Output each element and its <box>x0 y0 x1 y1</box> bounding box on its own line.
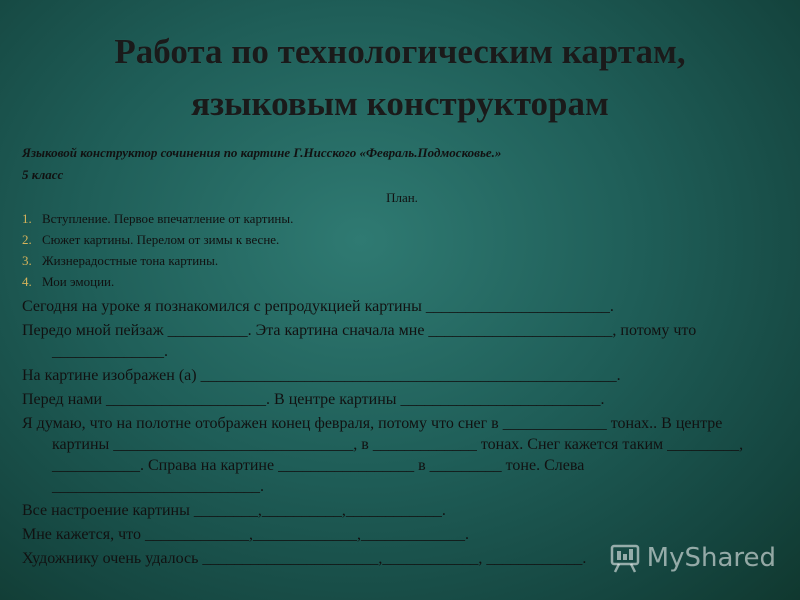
slide-title-line-2: языковым конструкторам <box>191 84 609 123</box>
plan-item-number: 4. <box>22 274 32 289</box>
paragraph-mood: Все настроение картины ________,__________,____________. <box>22 502 446 519</box>
plan-item-text: Жизнерадостные тона картины. <box>42 253 219 268</box>
paragraph-february: Я думаю, что на полотне отображен конец февраля, потому что снег в _____________ тонах.. В центре картины ______________________________, в _____________ тонах. Снег кажется таким _________, ___________. Справа на картине _________________ в _________ тоне. Слева __________________________. <box>22 415 744 495</box>
plan-title: План. <box>386 190 418 205</box>
plan-item-text: Сюжет картины. Перелом от зимы к весне. <box>42 232 280 247</box>
paragraph-artist: Художнику очень удалось ______________________,____________, ____________. <box>22 550 587 567</box>
watermark-text: MyShared <box>646 543 776 573</box>
plan-item <box>22 229 782 250</box>
plan-list <box>22 208 782 292</box>
plan-item-number: 2. <box>22 232 32 247</box>
paragraph-landscape: Передо мной пейзаж __________. Эта картина сначала мне _______________________, потому что ______________. <box>22 322 697 360</box>
paragraph-intro: Сегодня на уроке я познакомился с репродукцией картины _______________________. <box>22 298 614 315</box>
presentation-board-icon <box>609 542 641 574</box>
plan-item-number: 1. <box>22 211 32 226</box>
watermark <box>609 542 776 574</box>
plan-item-text: Мои эмоции. <box>42 274 115 289</box>
plan-item <box>22 250 782 271</box>
plan-item <box>22 208 782 229</box>
plan-item-text: Вступление. Первое впечатление от картины. <box>42 211 294 226</box>
constructor-subtitle: Языковой конструктор сочинения по картине Г.Нисского «Февраль.Подмосковье.» <box>22 145 502 160</box>
plan-item <box>22 271 782 292</box>
paragraph-depicted: На картине изображен (а) ____________________________________________________. <box>22 367 621 384</box>
slide-title-line-1: Работа по технологическим картам, <box>114 32 686 71</box>
paragraph-opinion: Мне кажется, что _____________,_____________,_____________. <box>22 526 469 543</box>
paragraph-foreground: Перед нами ____________________. В центре картины _________________________. <box>22 391 605 408</box>
plan-item-number: 3. <box>22 253 32 268</box>
slide-title <box>0 26 800 130</box>
grade-label: 5 класс <box>22 167 64 182</box>
slide-content <box>22 142 782 569</box>
